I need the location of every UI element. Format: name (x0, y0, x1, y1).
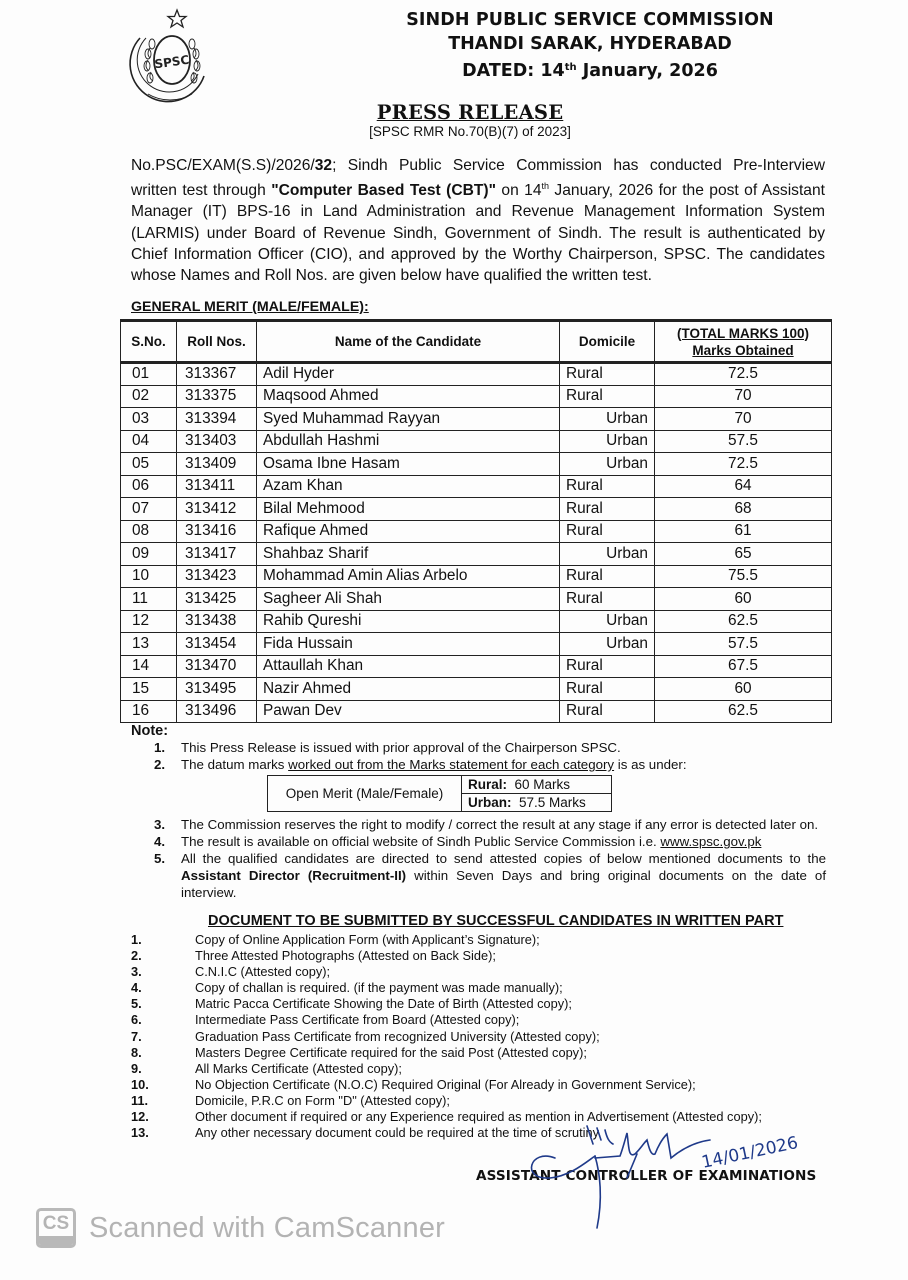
datum-urban: Urban: 57.5 Marks (462, 794, 612, 812)
table-row: 12 313438 Rahib Qureshi Urban 62.5 (121, 610, 832, 633)
documents-list (131, 932, 821, 1141)
results-table (120, 319, 832, 723)
documents-heading: DOCUMENT TO BE SUBMITTED BY SUCCESSFUL CANDIDATES IN WRITTEN PART (208, 913, 784, 929)
col-name: Name of the Candidate (257, 321, 560, 363)
merit-heading: GENERAL MERIT (MALE/FEMALE): (131, 299, 369, 315)
table-row: 16 313496 Pawan Dev Rural 62.5 (121, 700, 832, 723)
table-row: 03 313394 Syed Muhammad Rayyan Urban 70 (121, 408, 832, 431)
table-row: 11 313425 Sagheer Ali Shah Rural 60 (121, 588, 832, 611)
document-item: 2. Three Attested Photographs (Attested on Back Side); (131, 948, 496, 964)
col-marks: (TOTAL MARKS 100) Marks Obtained (655, 321, 832, 363)
org-address: THANDI SARAK, HYDERABAD (448, 34, 732, 54)
document-item: 8. Masters Degree Certificate required for the said Post (Attested copy); (131, 1044, 587, 1060)
col-roll: Roll Nos. (177, 321, 257, 363)
note-item: 2. The datum marks worked out from the Marks statement for each category is as under: (154, 757, 687, 772)
note-item: 1. This Press Release is issued with prior approval of the Chairperson SPSC. (154, 740, 621, 755)
document-item: 3. C.N.I.C (Attested copy); (131, 964, 331, 980)
table-row: 15 313495 Nazir Ahmed Rural 60 (121, 678, 832, 701)
letterhead (330, 8, 850, 83)
document-item: 5. Matric Pacca Certificate Showing the Date of Birth (Attested copy); (131, 996, 572, 1012)
notes-heading: Note: (131, 723, 169, 739)
datum-category: Open Merit (Male/Female) (268, 776, 462, 812)
document-item: 4. Copy of challan is required. (if the payment was made manually); (131, 980, 563, 996)
table-row: 04 313403 Abdullah Hashmi Urban 57.5 (121, 430, 832, 453)
note-item: 4. The result is available on official website of Sindh Public Service Commission i.e. www.spsc.gov.pk (154, 834, 762, 849)
table-row: 07 313412 Bilal Mehmood Rural 68 (121, 498, 832, 521)
col-sno: S.No. (121, 321, 177, 363)
document-item: 6. Intermediate Pass Certificate from Board (Attested copy); (131, 1012, 520, 1028)
reference-number: [SPSC RMR No.70(B)(7) of 2023] (369, 124, 571, 139)
datum-rural: Rural: 60 Marks (462, 776, 612, 794)
notes-list (154, 739, 826, 901)
org-name: SINDH PUBLIC SERVICE COMMISSION (406, 10, 774, 30)
col-domicile: Domicile (560, 321, 655, 363)
document-item: 10. No Objection Certificate (N.O.C) Required Original (For Already in Government Service); (131, 1076, 696, 1092)
table-row: 09 313417 Shahbaz Sharif Urban 65 (121, 543, 832, 566)
svg-text:SPSC: SPSC (153, 52, 191, 72)
table-row: 13 313454 Fida Hussain Urban 57.5 (121, 633, 832, 656)
document-item: 11. Domicile, P.R.C on Form "D" (Attested copy); (131, 1092, 450, 1108)
note-item: 5. All the qualified candidates are directed to send attested copies of below mentioned documents to the Assistant Director (Recruitment-II) within Seven Days and bring original documents on the date of interview. (154, 851, 827, 900)
table-row: 01 313367 Adil Hyder Rural 72.5 (121, 363, 832, 386)
document-item: 1. Copy of Online Application Form (with Applicant’s Signature); (131, 932, 540, 947)
table-row: 08 313416 Rafique Ahmed Rural 61 (121, 520, 832, 543)
signatory-designation: ASSISTANT CONTROLLER OF EXAMINATIONS (476, 1168, 817, 1184)
press-release-heading (300, 101, 640, 140)
document-item: 13. Any other necessary document could be required at the time of scrutiny. (131, 1125, 602, 1141)
table-row: 02 313375 Maqsood Ahmed Rural 70 (121, 385, 832, 408)
table-row: 10 313423 Mohammad Amin Alias Arbelo Rural 75.5 (121, 565, 832, 588)
page-title: PRESS RELEASE (376, 101, 564, 124)
note-item: 3. The Commission reserves the right to modify / correct the result at any stage if any error is detected later on. (154, 817, 819, 832)
document-date: DATED: 14th January, 2026 (462, 61, 718, 81)
document-item: 7. Graduation Pass Certificate from recognized University (Attested copy); (131, 1028, 600, 1044)
svg-text:14/01/2026: 14/01/2026 (699, 1132, 800, 1173)
intro-paragraph: No.PSC/EXAM(S.S)/2026/32; Sindh Public Service Commission has conducted Pre-Interview written test through "Computer Based Test (CBT)" on 14th January, 2026 for the post of Assistant Manager (IT) BPS-16 in Land Administration and Revenue Management Information System (LARMIS) under Board of Revenue Sindh, Government of Sindh. The result is authenticated by Chief Information Officer (CIO), and approved by the Worthy Chairperson, SPSC. The candidates whose Names and Roll Nos. are given below have qualified the written test. (131, 157, 825, 285)
camscanner-logo-icon: CS (36, 1208, 76, 1248)
table-header-row (121, 321, 832, 363)
signature-icon (525, 1118, 825, 1230)
camscanner-watermark (36, 1208, 445, 1248)
table-row: 14 313470 Attaullah Khan Rural 67.5 (121, 655, 832, 678)
watermark-text: Scanned with CamScanner (89, 1211, 446, 1244)
document-item: 12. Other document if required or any Experience required as mention in Advertisement (Attested copy); (131, 1109, 762, 1125)
table-row: 05 313409 Osama Ibne Hasam Urban 72.5 (121, 453, 832, 476)
datum-marks-table (267, 775, 612, 812)
website-link[interactable]: www.spsc.gov.pk (660, 834, 762, 849)
table-row: 06 313411 Azam Khan Rural 64 (121, 475, 832, 498)
spsc-logo-icon (126, 8, 212, 108)
document-item: 9. All Marks Certificate (Attested copy); (131, 1060, 402, 1076)
